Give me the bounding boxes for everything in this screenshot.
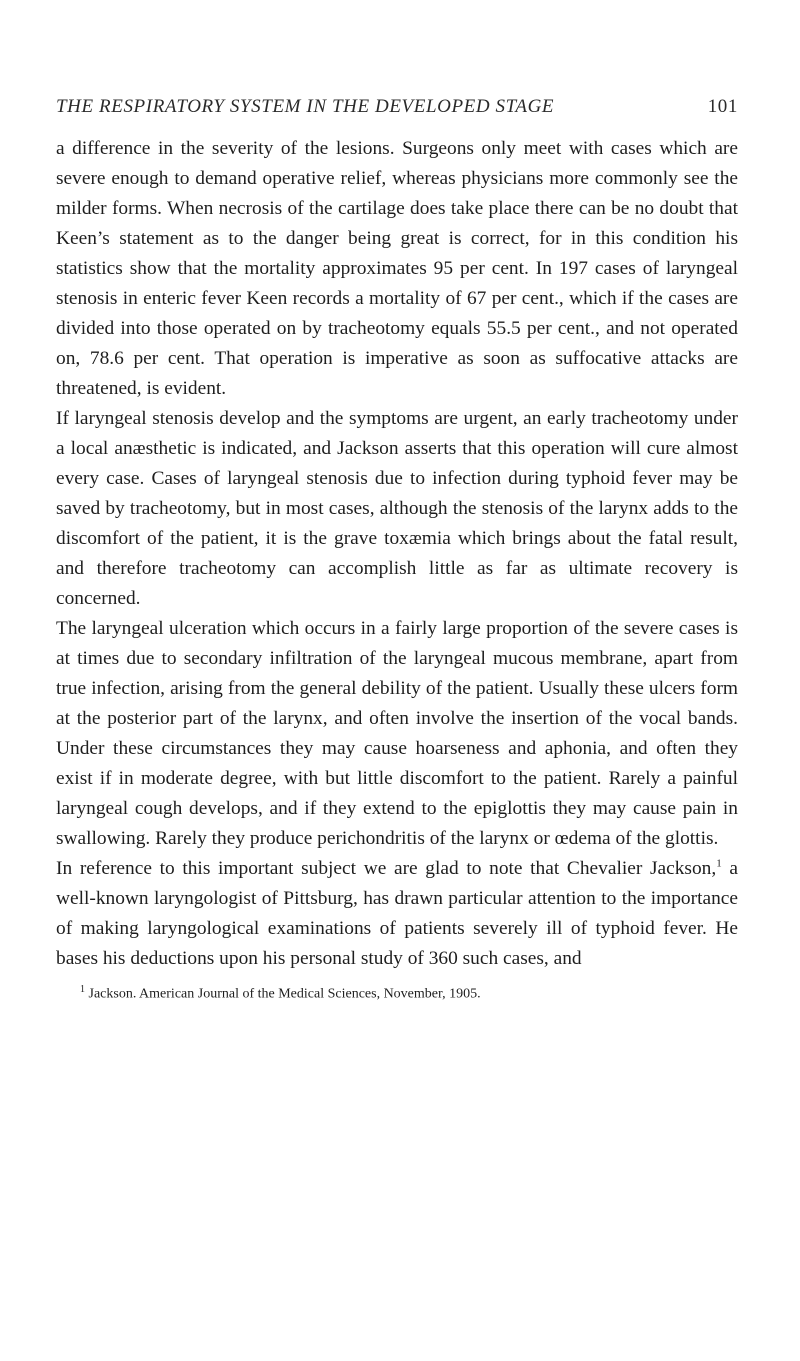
page-number: 101 <box>707 96 738 117</box>
paragraph-text: In reference to this important subject we are glad to note that Chevalier Jackson, <box>56 858 717 879</box>
footnote-mark: 1 <box>80 984 85 995</box>
body-text <box>56 134 738 974</box>
footnote <box>56 980 738 1005</box>
running-head-title: THE RESPIRATORY SYSTEM IN THE DEVELOPED STAGE <box>56 96 555 117</box>
running-head <box>56 96 738 124</box>
book-page <box>56 96 738 1005</box>
paragraph: The laryngeal ulceration which occurs in a fairly large proportion of the severe cases is at times due to secondary infiltration of the laryngeal mucous membrane, apart from true infection, arising from the general debility of the patient. Usually these ulcers form at the posterior part of the larynx, and often involve the insertion of the vocal bands. Under these circumstances they may cause hoarseness and aphonia, and often they exist if in moderate degree, with but little discomfort to the patient. Rarely a painful laryngeal cough develops, and if they extend to the epiglottis they may cause pain in swallowing. Rarely they produce perichondritis of the larynx or œdema of the glottis. <box>56 618 738 849</box>
paragraph: If laryngeal stenosis develop and the symptoms are urgent, an early tracheotomy under a local anæsthetic is indicated, and Jackson asserts that this operation will cure almost every case. Cases of laryngeal stenosis due to infection during typhoid fever may be saved by tracheotomy, but in most cases, although the stenosis of the larynx adds to the discomfort of the patient, it is the grave toxæmia which brings about the fatal result, and therefore tracheotomy can accomplish little as far as ultimate recovery is concerned. <box>56 408 738 609</box>
paragraph <box>56 854 738 974</box>
footnote-text: Jackson. American Journal of the Medical Sciences, November, 1905. <box>85 986 481 1002</box>
paragraph-text: a well-known laryngologist of Pittsburg, has drawn particular attention to the importance of making laryngological examinations of patients severely ill of typhoid fever. He bases his deductions upon his personal study of 360 such cases, and <box>56 858 738 969</box>
footnote-reference: 1 <box>716 857 722 870</box>
paragraph: a difference in the severity of the lesions. Surgeons only meet with cases which are severe enough to demand operative relief, whereas physicians more commonly see the milder forms. When necrosis of the cartilage does take place there can be no doubt that Keen’s statement as to the danger being great is correct, for in this condition his statistics show that the mortality approximates 95 per cent. In 197 cases of laryngeal stenosis in enteric fever Keen records a mortality of 67 per cent., which if the cases are divided into those operated on by tracheotomy equals 55.5 per cent., and not operated on, 78.6 per cent. That operation is imperative as soon as suffocative attacks are threatened, is evident. <box>56 138 738 399</box>
